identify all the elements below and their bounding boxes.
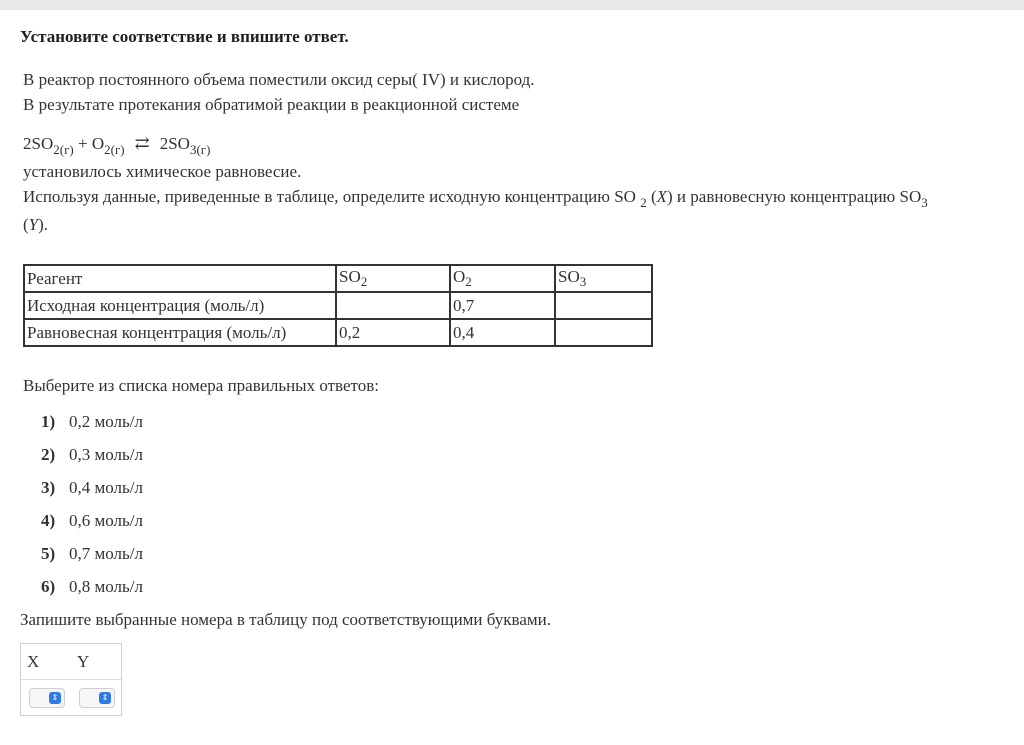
answer-table	[20, 643, 122, 716]
question-so2-sub: 2	[640, 195, 647, 210]
reaction-equation	[23, 133, 210, 158]
choose-prompt: Выберите из списка номера правильных ответов:	[23, 376, 379, 395]
header-o2-sub: 2	[465, 274, 472, 289]
equation-o2-sub: 2(г)	[104, 142, 125, 157]
concentration-table	[23, 264, 653, 347]
option-text: 0,6 моль/л	[69, 511, 143, 530]
header-so3-text: SO	[558, 267, 580, 286]
cell-so2: 0,2	[336, 319, 450, 346]
header-so2-text: SO	[339, 267, 361, 286]
option-number: 5)	[41, 544, 56, 563]
cell-so2	[336, 292, 450, 319]
question-paren-y-close: ).	[38, 215, 49, 234]
answer-label-y: Y	[77, 652, 90, 671]
equation-o2: + O	[73, 134, 105, 153]
question-line-2	[23, 215, 48, 235]
header-so2-sub: 2	[360, 274, 368, 289]
intro-line-1: В реактор постоянного объема поместили оксид серы( IV) и кислород.	[23, 70, 535, 89]
option-number: 6)	[41, 577, 56, 596]
equation-so2-sub: 2(г)	[53, 142, 74, 157]
answer-option	[41, 544, 143, 564]
equilibrium-arrow-icon: ⇄	[134, 133, 150, 153]
answer-option	[41, 412, 143, 432]
header-o2	[450, 265, 555, 292]
header-so2	[336, 265, 450, 292]
variable-x: X	[656, 187, 668, 206]
question-paren: (	[646, 187, 657, 206]
option-number: 4)	[41, 511, 56, 530]
task-title: Установите соответствие и впишите ответ.	[20, 27, 349, 46]
answer-label-x: X	[27, 652, 40, 671]
row-label: Исходная концентрация (моль/л)	[24, 292, 336, 319]
question-so3-sub: 3	[921, 195, 928, 210]
answer-divider	[21, 679, 121, 680]
question-line	[23, 187, 928, 211]
option-number: 1)	[41, 412, 56, 431]
equation-so2: 2SO	[23, 134, 54, 153]
equilibrium-line: установилось химическое равновесие.	[23, 162, 302, 181]
header-reagent: Реагент	[24, 265, 336, 292]
option-text: 0,7 моль/л	[69, 544, 143, 563]
equation-so3: 2SO	[159, 134, 190, 153]
answer-option	[41, 445, 143, 465]
option-text: 0,4 моль/л	[69, 478, 143, 497]
intro-line-2: В результате протекания обратимой реакции в реакционной системе	[23, 95, 520, 114]
updown-chevron-icon: ⇕	[49, 692, 61, 704]
updown-chevron-icon: ⇕	[99, 692, 111, 704]
header-so3	[555, 265, 652, 292]
row-label: Равновесная концентрация (моль/л)	[24, 319, 336, 346]
answer-option	[41, 577, 143, 597]
cell-so3	[555, 319, 652, 346]
option-number: 2)	[41, 445, 56, 464]
question-text-2: ) и равновесную концентрацию SO	[667, 187, 922, 206]
answer-select-x[interactable]	[29, 688, 65, 708]
top-bar	[0, 0, 1024, 10]
header-o2-text: O	[453, 267, 466, 286]
answer-option	[41, 478, 143, 498]
option-text: 0,8 моль/л	[69, 577, 143, 596]
table-header-row	[24, 265, 652, 292]
table-row	[24, 292, 652, 319]
variable-y: Y	[28, 215, 39, 234]
answer-option	[41, 511, 143, 531]
question-text: Используя данные, приведенные в таблице, определите исходную концентрацию SO	[23, 187, 641, 206]
option-text: 0,3 моль/л	[69, 445, 143, 464]
equation-so3-sub: 3(г)	[189, 142, 211, 157]
cell-so3	[555, 292, 652, 319]
cell-o2: 0,4	[450, 319, 555, 346]
cell-o2: 0,7	[450, 292, 555, 319]
option-text: 0,2 моль/л	[69, 412, 143, 431]
table-row	[24, 319, 652, 346]
answer-select-y[interactable]	[79, 688, 115, 708]
instruction-text: Запишите выбранные номера в таблицу под соответствующими буквами.	[20, 610, 551, 629]
question-paren-y: (	[23, 215, 29, 234]
header-so3-sub: 3	[579, 274, 587, 289]
option-number: 3)	[41, 478, 56, 497]
